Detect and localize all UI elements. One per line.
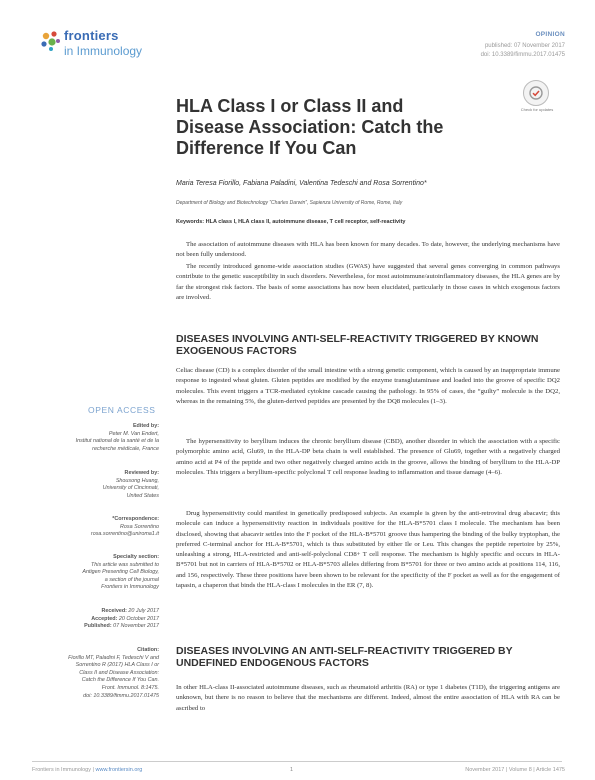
editor-affiliation: Institut national de la santé et de la — [75, 438, 159, 445]
citation-label: Citation: — [137, 647, 159, 653]
correspondence-name: Rosa Sorrentino — [120, 523, 159, 530]
received-label: Received: — [101, 608, 127, 614]
keywords — [176, 219, 556, 225]
paragraph-6: In other HLA-class II-associated autoimmune diseases, such as rheumatoid arthritis (RA) or type 1 diabetes (T1D), the triggering antigens are unknown, but there is no reason to believe that the mechanisms are different. Indeed, almost the entire association of HLA with RA can be ascribed to — [176, 684, 560, 712]
specialty-block — [29, 554, 159, 592]
paragraph-5: Drug hypersensitivity could manifest in genetically predisposed subjects. An example is given by the anti-retroviral drug abacavir; this molecule can induce a hypersensitivity reaction in individuals positive for the HLA-B*5701 class I molecule. The mechanism has been disclosed, showing that abacavir settles into the F pocket of the HLA-B*5701 groove thus hampering the binding of the bulky tryptophan, the preferred C-terminal anchor for HLA-B*5701, which is thus substituted by either Ile or Leu. This changes the peptide repertoire by 25%, unleashing a strong, HLA-restricted and anti-self-polyclonal CD8+ T cell response. The mechanism is highly specific and occurs in HLA-B*5701 but not in carriers of HLA-B*5702 or HLA-B*5703 alleles differing from B*5701 for three or two amino acids at positions 114, 116, and 156, respectively. These three positions have been shown to be relevant for the specificity of the F pocket as well as for the engagement of tapasin, a chaperon that binds the HLA-class I molecules in the ER (7, 8). — [176, 510, 560, 590]
published-date: published: 07 November 2017 — [484, 43, 565, 49]
specialty-line: a section of the journal — [104, 576, 159, 583]
citation-line: Sorrentino R (2017) HLA Class I or — [75, 662, 159, 669]
published-label: Published: — [84, 623, 112, 630]
specialty-line: Antigen Presenting Cell Biology, — [82, 569, 159, 576]
paragraph-3: Celiac disease (CD) is a complex disorder of the small intestine with a strong genetic component, which is caused by an inappropriate immune response to ingested wheat gluten. Gluten peptides are modified by the enzyme transglutaminase and loaded into the groove of specific DQ2 molecules. This event triggers a TCR-mediated cytokine cascade causing the pathology. In 95% of cases, the “guilty” molecule is the DQ2, whereas in the remaining 5%, the gluten-derived peptides are presented by the DQ8 molecules (1–3). — [176, 367, 560, 405]
dates-block — [29, 608, 159, 631]
footer-left — [32, 767, 142, 773]
paragraph-2: The recently introduced genome-wide association studies (GWAS) have suggested that several genes converging in common pathways contribute to the genetic susceptibility in such disorders. Nevertheless, for most autoimmune/autoinflammatory diseases, the HLA genes are by far the strongest risk factors. The basis of some associations has now been elucidated, particularly in those cases in which exogenous factors are involved. — [176, 263, 560, 301]
edited-by-block — [29, 423, 159, 453]
doi[interactable]: doi: 10.3389/fimmu.2017.01475 — [480, 52, 565, 58]
journal-brand: frontiers — [64, 28, 119, 43]
article-type: OPINION — [535, 31, 565, 38]
received-date: 20 July 2017 — [128, 608, 159, 614]
authors: Maria Teresa Fiorillo, Fabiana Paladini, Valentina Tedeschi and Rosa Sorrentino* — [176, 180, 427, 187]
journal-name: in Immunology — [64, 44, 143, 58]
footer-divider — [32, 761, 562, 762]
citation-line: Class II and Disease Association: — [79, 669, 159, 676]
section-heading-2: DISEASES INVOLVING AN ANTI-SELF-REACTIVITY TRIGGERED BY UNDEFINED ENDOGENOUS FACTORS — [176, 645, 513, 669]
paragraph-1: The association of autoimmune diseases with HLA has been known for many decades. To date, however, the underlying mechanisms have not been fully understood. — [176, 241, 560, 259]
reviewed-by-label: Reviewed by: — [124, 470, 159, 476]
open-access-label: OPEN ACCESS — [88, 405, 156, 415]
correspondence-email[interactable]: rosa.sorrentino@uniroma1.it — [90, 531, 159, 538]
footer-url-link[interactable]: www.frontiersin.org — [95, 767, 143, 773]
affiliation: Department of Biology and Biotechnology “Charles Darwin”, Sapienza University of Rome, Rome, Italy — [176, 200, 403, 206]
frontiers-logo-icon — [40, 30, 62, 52]
correspondence-block — [29, 516, 159, 539]
citation-line: Fiorillo MT, Paladini F, Tedeschi V and — [68, 654, 159, 661]
keywords-list: HLA class I, HLA class II, autoimmune disease, T cell receptor, self-reactivity — [205, 219, 406, 225]
citation-block — [29, 647, 159, 700]
editor-name: Peter M. Van Endert, — [108, 430, 159, 437]
edited-by-label: Edited by: — [132, 423, 159, 429]
section-heading-1: DISEASES INVOLVING ANTI-SELF-REACTIVITY TRIGGERED BY KNOWN EXOGENOUS FACTORS — [176, 333, 539, 357]
reviewed-by-block — [29, 470, 159, 500]
citation-doi[interactable]: doi: 10.3389/fimmu.2017.01475 — [83, 692, 159, 699]
check-updates-icon — [529, 86, 543, 100]
citation-line: Front. Immunol. 8:1475. — [101, 684, 159, 691]
paragraph-4: The hypersensitivity to beryllium induces the chronic beryllium disease (CBD), another disorder in which the association with a specific polymorphic amino acid, Glu69, in the HLA-DP beta chain is well established. The presence of Glu69, together with a negatively charged amino acid at P4 of the peptide and two other negatively charged amino acids in the groove, allows the binding of beryllium to the HLA-DP molecules. This triggers a beryllium-specific polyclonal T cell response leading to inflammation and tissue damage (4–6). — [176, 438, 560, 476]
accepted-date: 20 October 2017 — [118, 615, 159, 622]
reviewer-affiliation: University of Cincinnati, — [102, 485, 159, 492]
reviewer-name: Shousong Huang, — [115, 477, 159, 484]
keywords-label: Keywords: — [176, 219, 205, 225]
specialty-line: Frontiers in Immunology — [101, 584, 159, 591]
editor-affiliation: recherche médicale, France — [92, 445, 159, 452]
check-updates-label: Check for updates — [520, 107, 554, 112]
check-for-updates-button[interactable] — [523, 80, 549, 106]
published-date-side: 07 November 2017 — [113, 623, 159, 630]
footer-separator: | — [91, 767, 96, 773]
specialty-line: This article was submitted to — [90, 561, 159, 568]
footer-journal: Frontiers in Immunology — [32, 767, 91, 773]
page-number: 1 — [290, 767, 294, 773]
specialty-label: Specialty section: — [113, 554, 159, 560]
reviewer-affiliation: United States — [126, 492, 159, 499]
correspondence-label: *Correspondence: — [112, 516, 159, 522]
article-title: HLA Class I or Class II and Disease Association: Catch the Difference If You Can — [176, 96, 444, 158]
footer-right: November 2017 | Volume 8 | Article 1475 — [465, 767, 565, 773]
citation-line: Catch the Difference If You Can. — [81, 677, 159, 684]
accepted-label: Accepted: — [91, 615, 118, 622]
